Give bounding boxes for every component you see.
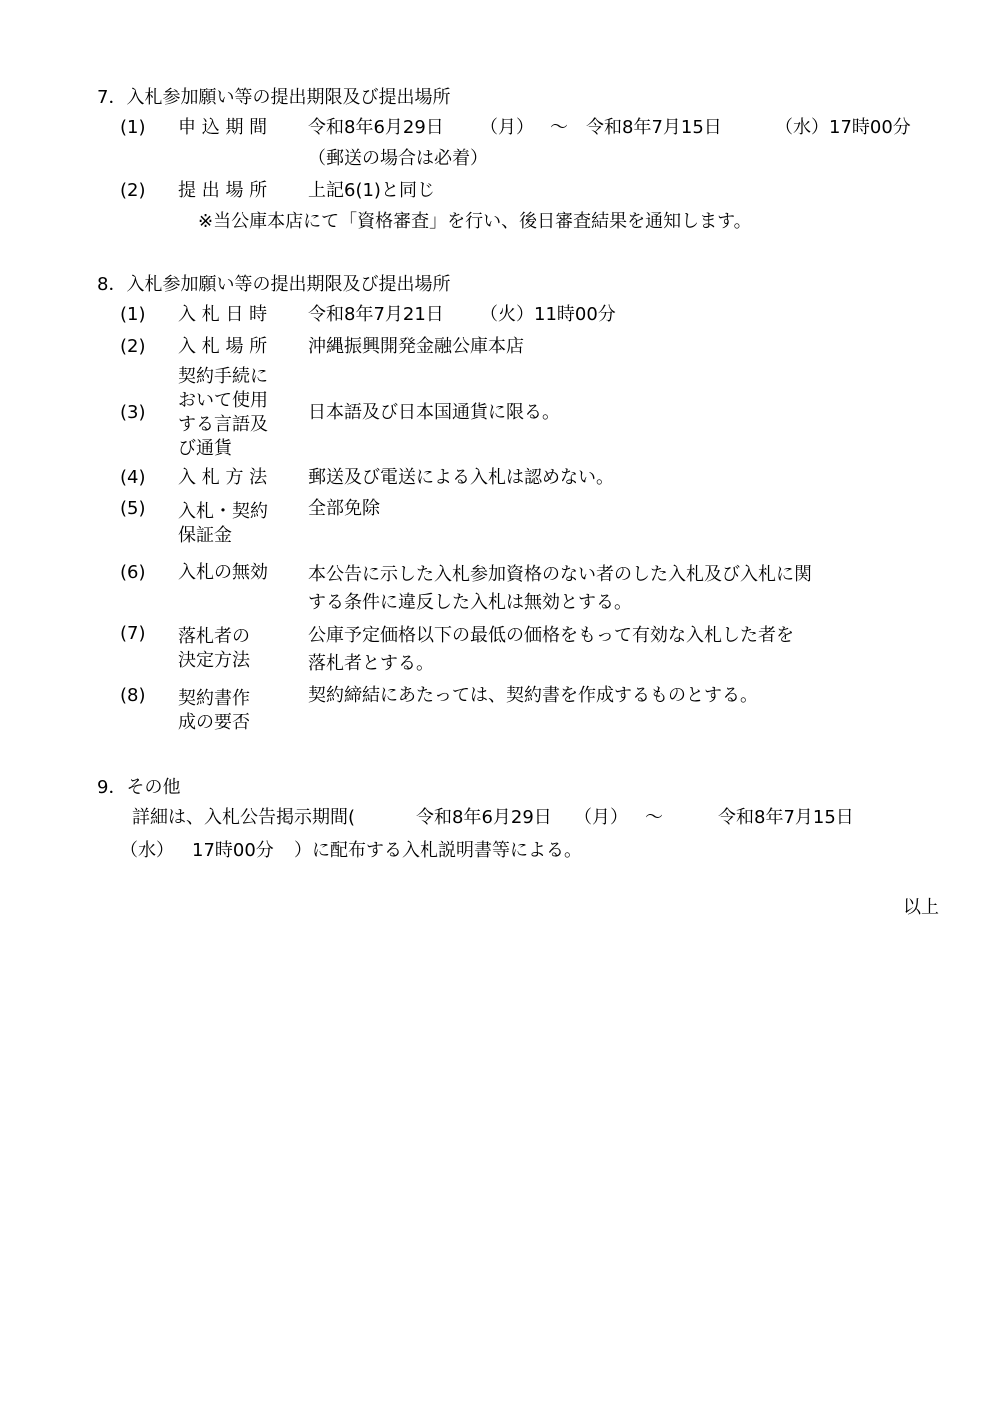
sec7-item1-start-day: （月） [480,117,534,138]
sec8-item7-label-line: 落札者の [178,626,250,647]
sec7-item1-end-date: 令和8年7月15日 [586,117,722,138]
sec8-item6-label: 入札の無効 [178,562,268,583]
sec8-item4-value: 郵送及び電送による入札は認めない。 [308,467,614,488]
sec7-item2-note: ※当公庫本店にて「資格審査」を行い、後日審査結果を通知します。 [198,211,752,232]
sec7-item1-label: 申 込 期 間 [178,117,268,138]
sec7-item1-start-date: 令和8年6月29日 [308,117,444,138]
sec8-item8-label [178,687,250,735]
sec8-item2-value: 沖縄振興開発金融公庫本店 [308,336,524,357]
sec9-line2-text: ）に配布する入札説明書等による。 [294,840,582,861]
sec9-line1-text: 詳細は、入札公告掲示期間( [132,807,356,828]
sec8-item1-label: 入 札 日 時 [178,304,268,325]
sec8-item6-value-line: 本公告に示した入札参加資格のない者のした入札及び入札に関 [308,564,812,585]
sec8-item6-value-line: する条件に違反した入札は無効とする。 [308,592,632,613]
sec8-item5-number: (5) [120,498,146,519]
sec8-item8-label-line: 成の要否 [178,712,250,733]
sec8-item3-label-line: する言語及 [178,414,268,435]
sec8-item3-label-line: び通貨 [178,438,232,459]
sec7-item2-label: 提 出 場 所 [178,180,268,201]
sec8-item7-label-line: 決定方法 [178,650,250,671]
sec8-item5-label [178,500,268,548]
sec8-item7-number: (7) [120,623,146,644]
sec9-line2-day: （水） [120,840,174,861]
sec9-line1-start-date: 令和8年6月29日 [416,807,552,828]
sec7-item1-note: （郵送の場合は必着） [308,148,488,169]
sec8-item1-value-time: （火）11時00分 [480,304,616,325]
sec8-item7-label [178,625,250,673]
sec7-item2-value: 上記6(1)と同じ [308,180,435,201]
section-8-heading: 8．入札参加願い等の提出期限及び提出場所 [97,274,451,295]
sec8-item7-value-line: 公庫予定価格以下の最低の価格をもって有効な入札した者を [308,625,794,646]
sec8-item5-label-line: 入札・契約 [178,501,268,522]
sec8-item3-label-line: おいて使用 [178,390,268,411]
sec9-line1-end-date: 令和8年7月15日 [718,807,854,828]
sec8-item3-value: 日本語及び日本国通貨に限る。 [308,402,560,423]
sec8-item2-number: (2) [120,336,146,357]
sec8-item3-number: (3) [120,402,146,423]
sec8-item1-number: (1) [120,304,146,325]
sec8-item8-value: 契約締結にあたっては、契約書を作成するものとする。 [308,685,758,706]
sec8-item5-value: 全部免除 [308,498,380,519]
sec8-item8-label-line: 契約書作 [178,688,250,709]
sec8-item3-label [178,365,268,461]
sec7-item1-number: (1) [120,117,146,138]
sec8-item1-value: 令和8年7月21日 [308,304,444,325]
sec9-line2-time: 17時00分 [192,840,274,861]
sec8-item7-value-line: 落札者とする。 [308,653,434,674]
sec7-item1-end-day: （水）17時00分 [775,117,911,138]
sec8-item6-number: (6) [120,562,146,583]
sec8-item7-value [308,622,794,678]
sec8-item2-label: 入 札 場 所 [178,336,268,357]
sec8-item4-label: 入 札 方 法 [178,467,268,488]
sec8-item8-number: (8) [120,685,146,706]
closing-mark: 以上 [903,897,939,918]
section-7-heading: 7．入札参加願い等の提出期限及び提出場所 [97,87,451,108]
sec9-line1-tilde: ～ [645,807,663,828]
sec7-item1-tilde: ～ [550,117,568,138]
sec9-line1-day: （月） [574,807,628,828]
sec8-item6-value [308,561,812,617]
sec8-item3-label-line: 契約手続に [178,366,268,387]
sec8-item4-number: (4) [120,467,146,488]
sec7-item2-number: (2) [120,180,146,201]
sec8-item5-label-line: 保証金 [178,525,232,546]
section-9-heading: 9．その他 [97,777,181,798]
